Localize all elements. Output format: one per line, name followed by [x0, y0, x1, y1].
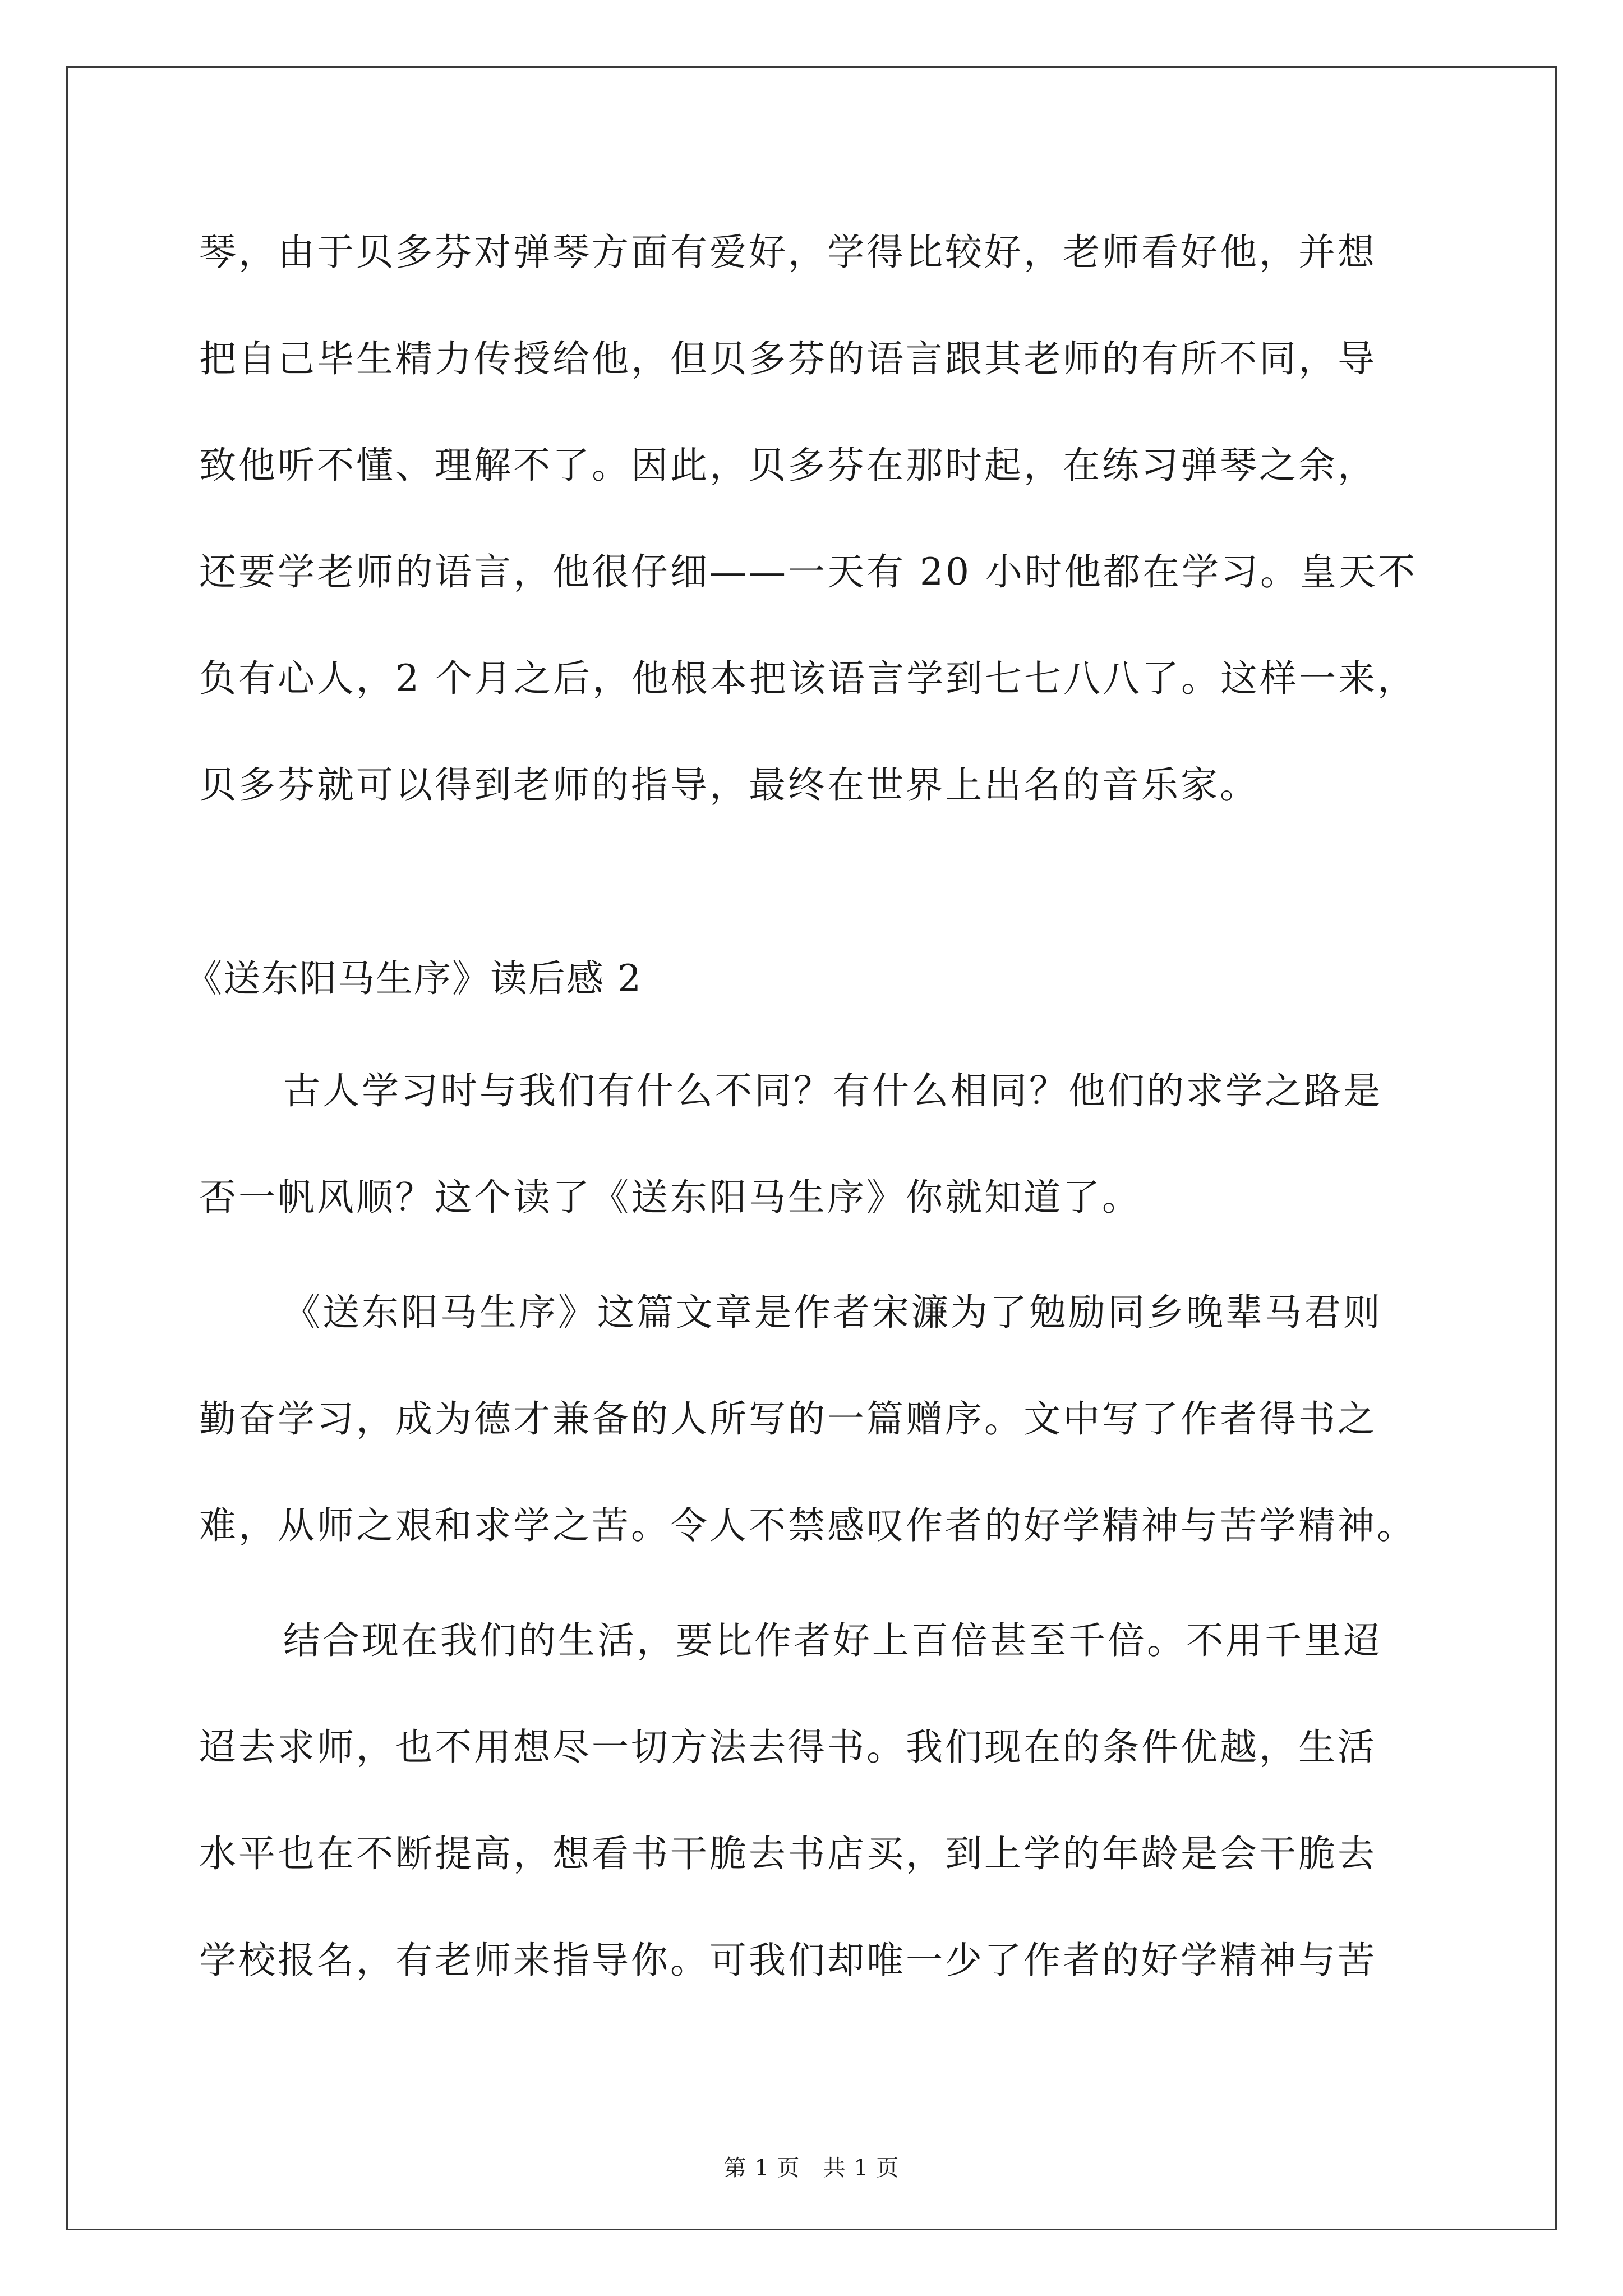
text-line: 结合现在我们的生活，要比作者好上百倍甚至千倍。不用千里迢	[283, 1619, 1382, 1662]
paragraph-2	[199, 1259, 1433, 1579]
text-line: 负有心人，2 个月之后，他根本把该语言学到七七八八了。这样一来，	[199, 657, 1417, 700]
text-line: 难，从师之艰和求学之苦。令人不禁感叹作者的好学精神与苦学精神。	[199, 1504, 1416, 1547]
text-line: 致他听不懂、理解不了。因此，贝多芬在那时起，在练习弹琴之余，	[199, 444, 1377, 487]
section-heading: 《送东阳马生序》读后感 2	[185, 957, 642, 1000]
text-line: 学校报名，有老师来指导你。可我们却唯一少了作者的好学精神与苦	[199, 1939, 1377, 1982]
text-line: 古人学习时与我们有什么不同？有什么相同？他们的求学之路是	[283, 1069, 1382, 1112]
text-line: 还要学老师的语言，他很仔细——一天有 20 小时他都在学习。皇天不	[199, 550, 1417, 593]
paragraph-continued	[199, 199, 1433, 839]
paragraph-3	[199, 1588, 1433, 2014]
text-line: 勤奋学习，成为德才兼备的人所写的一篇赠序。文中写了作者得书之	[199, 1397, 1377, 1441]
text-line: 《送东阳马生序》这篇文章是作者宋濂为了勉励同乡晚辈马君则	[283, 1291, 1382, 1334]
page-footer: 第 1 页 共 1 页	[723, 2155, 900, 2181]
text-line: 贝多芬就可以得到老师的指导，最终在世界上出名的音乐家。	[199, 763, 1259, 807]
text-line: 否一帆风顺？这个读了《送东阳马生序》你就知道了。	[199, 1176, 1141, 1219]
text-line: 琴，由于贝多芬对弹琴方面有爱好，学得比较好，老师看好他，并想	[199, 231, 1377, 274]
paragraph-1	[199, 1038, 1433, 1251]
text-line: 把自己毕生精力传授给他，但贝多芬的语言跟其老师的有所不同，导	[199, 337, 1377, 380]
text-line: 迢去求师，也不用想尽一切方法去得书。我们现在的条件优越，生活	[199, 1726, 1377, 1769]
text-line: 水平也在不断提高，想看书干脆去书店买，到上学的年龄是会干脆去	[199, 1832, 1377, 1875]
